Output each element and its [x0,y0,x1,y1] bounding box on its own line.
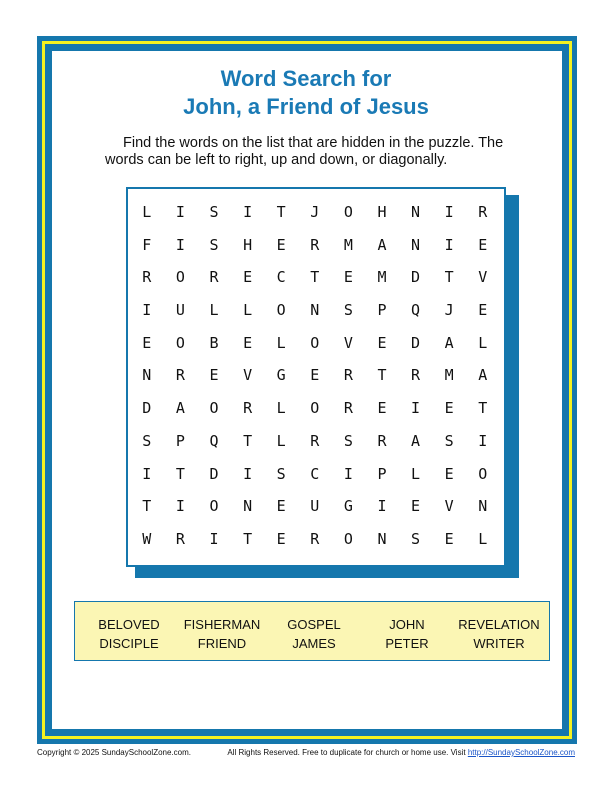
word-list-column [449,615,549,653]
grid-letter: E [276,529,286,548]
grid-letter: O [343,203,353,221]
grid-letter: L [276,333,286,352]
grid-letter: T [142,497,152,516]
grid-letter: T [276,203,286,221]
grid-letter: S [142,431,152,450]
grid-letter: R [411,366,421,385]
grid-letter: I [175,203,185,221]
grid-letter: N [478,497,488,516]
grid-letter: H [377,203,387,221]
grid-letter: D [142,399,152,418]
grid-letter: R [343,366,353,385]
grid-letter: R [377,431,387,450]
grid-letter: I [243,203,253,221]
grid-letter: O [310,333,320,352]
grid-letter: M [444,366,454,385]
grid-letter: I [411,399,421,418]
grid-letter: R [478,203,488,221]
grid-letter: P [377,464,387,483]
grid-letter: T [243,529,253,548]
grid-letter: S [276,464,286,483]
word-list-item: PETER [385,636,429,651]
grid-letter: I [377,497,387,516]
grid-letter: S [444,431,454,450]
grid-letter: U [310,497,320,516]
grid-letter: N [243,497,253,516]
grid-letter: T [175,464,185,483]
grid-letter: E [243,268,253,287]
grid-letter: O [175,333,185,352]
grid-letter: L [243,301,253,320]
word-list-item: GOSPEL [287,617,341,632]
grid-letter: W [142,529,152,548]
grid-letter: L [478,333,488,352]
grid-letter: I [444,203,454,221]
word-list-column [172,615,272,653]
grid-letter: B [209,333,219,352]
grid-letter: P [377,301,387,320]
grid-letter: S [209,203,219,221]
grid-letter: R [175,366,185,385]
grid-letter: O [343,529,353,548]
grid-letter: D [209,464,219,483]
grid-letter: E [444,464,454,483]
grid-letter: V [243,366,253,385]
grid-letter: E [243,333,253,352]
page-title-line2: John, a Friend of Jesus [183,94,429,119]
grid-letter: T [243,431,253,450]
grid-letter: O [209,497,219,516]
grid-letter: R [142,268,152,287]
grid-letter: Q [209,431,219,450]
grid-letter: L [209,301,219,320]
grid-letter: J [310,203,320,221]
footer-rights-text: All Rights Reserved. Free to duplicate for church or home use. Visit [227,748,466,757]
grid-letter: I [444,235,454,254]
grid-letter: E [209,366,219,385]
grid-letter: T [377,366,387,385]
grid-letter: S [343,431,353,450]
grid-letter: S [411,529,421,548]
grid-letter: P [175,431,185,450]
grid-letter: I [142,464,152,483]
grid-letter: O [276,301,286,320]
word-list-column [264,615,364,653]
grid-letter: R [310,529,320,548]
grid-letter: I [142,301,152,320]
grid-letter: R [243,399,253,418]
grid-letter: A [444,333,454,352]
grid-letter: G [276,366,286,385]
grid-letter: O [310,399,320,418]
grid-letter: E [276,497,286,516]
grid-letter: I [175,235,185,254]
grid-letter: T [310,268,320,287]
grid-letter: O [209,399,219,418]
word-list-item: JOHN [389,617,425,632]
grid-letter: S [343,301,353,320]
grid-letter: O [175,268,185,287]
grid-letter: O [478,464,488,483]
grid-letter: V [478,268,488,287]
grid-letter: Q [411,301,421,320]
grid-letter: E [343,268,353,287]
grid-letter: V [343,333,353,352]
grid-letter: L [411,464,421,483]
grid-letter: E [377,399,387,418]
grid-letter: L [478,529,488,548]
footer-copyright: Copyright © 2025 SundaySchoolZone.com. [37,748,191,757]
grid-letter: E [444,399,454,418]
grid-letter: I [175,497,185,516]
word-list-item: DISCIPLE [99,636,159,651]
grid-letter: I [243,464,253,483]
grid-letter: C [276,268,286,287]
grid-letter: I [209,529,219,548]
grid-letter: E [478,235,488,254]
grid-letter: R [209,268,219,287]
letter-grid [130,196,500,556]
footer-rights [227,748,575,757]
grid-letter: F [142,235,152,254]
grid-letter: G [343,497,353,516]
grid-letter: R [310,235,320,254]
footer-link[interactable]: http://SundaySchoolZone.com [467,748,575,757]
word-list-item: WRITER [473,636,525,651]
grid-letter: N [142,366,152,385]
grid-letter: L [276,399,286,418]
grid-letter: A [377,235,387,254]
grid-letter: R [310,431,320,450]
grid-letter: I [478,431,488,450]
grid-letter: L [142,203,152,221]
word-list-item: BELOVED [98,617,160,632]
grid-letter: N [310,301,320,320]
grid-letter: A [411,431,421,450]
grid-letter: J [444,301,454,320]
grid-letter: E [142,333,152,352]
word-list-column [357,615,457,653]
grid-letter: M [377,268,387,287]
grid-letter: E [411,497,421,516]
grid-letter: E [377,333,387,352]
grid-letter: R [343,399,353,418]
grid-letter: A [478,366,488,385]
instructions-text: Find the words on the list that are hidden in the puzzle. The words can be left to right, up and down, or diagonally. [105,135,504,168]
word-list-item: FRIEND [197,636,247,651]
grid-letter: N [411,235,421,254]
grid-letter: D [411,268,421,287]
word-list-box [74,601,550,661]
page-title-line1: Word Search for [220,66,392,91]
grid-letter: M [343,235,353,254]
grid-letter: S [209,235,219,254]
grid-letter: E [276,235,286,254]
word-list-item: FISHERMAN [183,617,261,632]
grid-letter: N [411,203,421,221]
word-list-column [79,615,179,653]
grid-letter: R [175,529,185,548]
grid-letter: H [243,235,253,254]
grid-letter: I [343,464,353,483]
grid-letter: E [444,529,454,548]
grid-letter: D [411,333,421,352]
word-list-item: REVELATION [458,617,540,632]
grid-letter: E [310,366,320,385]
grid-letter: E [478,301,488,320]
grid-letter: A [175,399,185,418]
word-list-item: JAMES [292,636,336,651]
grid-letter: U [175,301,185,320]
grid-letter: L [276,431,286,450]
grid-letter: C [310,464,320,483]
grid-letter: T [478,399,488,418]
grid-letter: N [377,529,387,548]
grid-letter: T [444,268,454,287]
grid-letter: V [444,497,454,516]
